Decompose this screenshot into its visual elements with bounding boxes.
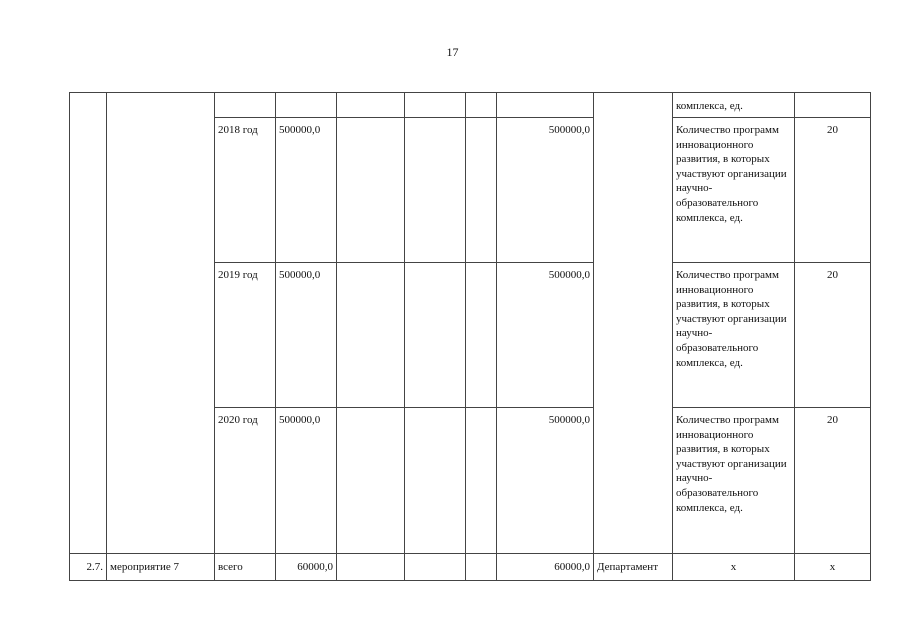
- federal-budget-cell: [337, 93, 405, 118]
- local-budget-cell: [405, 118, 466, 263]
- target-value-cell: x: [795, 554, 871, 581]
- other-source-cell: [466, 118, 497, 263]
- indicator-cell: Количество программ инновационного развития, в которых участвуют организации научно-образовательного комплекса, ед.: [673, 263, 795, 408]
- period-cell: [215, 93, 276, 118]
- total-cell: 60000,0: [276, 554, 337, 581]
- regional-budget-cell: 500000,0: [497, 408, 594, 554]
- local-budget-cell: [405, 263, 466, 408]
- total-cell: 500000,0: [276, 408, 337, 554]
- period-cell: 2019 год: [215, 263, 276, 408]
- other-source-cell: [466, 554, 497, 581]
- indicator-cell: x: [673, 554, 795, 581]
- federal-budget-cell: [337, 554, 405, 581]
- federal-budget-cell: [337, 263, 405, 408]
- total-cell: [276, 93, 337, 118]
- regional-budget-cell: 500000,0: [497, 263, 594, 408]
- table-row: [70, 554, 871, 581]
- local-budget-cell: [405, 408, 466, 554]
- table-row: [70, 93, 871, 118]
- local-budget-cell: [405, 93, 466, 118]
- regional-budget-cell: [497, 93, 594, 118]
- other-source-cell: [466, 263, 497, 408]
- period-cell: всего: [215, 554, 276, 581]
- activity-name-cell-continued: [107, 93, 215, 554]
- executor-cell: Департамент: [594, 554, 673, 581]
- target-value-cell: 20: [795, 263, 871, 408]
- number-cell: 2.7.: [70, 554, 107, 581]
- federal-budget-cell: [337, 408, 405, 554]
- federal-budget-cell: [337, 118, 405, 263]
- regional-budget-cell: 500000,0: [497, 118, 594, 263]
- total-cell: 500000,0: [276, 263, 337, 408]
- number-cell-continued: [70, 93, 107, 554]
- target-value-cell: [795, 93, 871, 118]
- page-number: 17: [446, 45, 459, 59]
- local-budget-cell: [405, 554, 466, 581]
- program-activities-table: [69, 92, 871, 581]
- target-value-cell: 20: [795, 118, 871, 263]
- other-source-cell: [466, 408, 497, 554]
- indicator-cell: Количество программ инновационного развития, в которых участвуют организации научно-образовательного комплекса, ед.: [673, 118, 795, 263]
- executor-cell-continued: [594, 93, 673, 554]
- period-cell: 2020 год: [215, 408, 276, 554]
- indicator-cell: комплекса, ед.: [673, 93, 795, 118]
- activity-name-cell: мероприятие 7: [107, 554, 215, 581]
- other-source-cell: [466, 93, 497, 118]
- regional-budget-cell: 60000,0: [497, 554, 594, 581]
- target-value-cell: 20: [795, 408, 871, 554]
- period-cell: 2018 год: [215, 118, 276, 263]
- indicator-cell: Количество программ инновационного развития, в которых участвуют организации научно-образовательного комплекса, ед.: [673, 408, 795, 554]
- total-cell: 500000,0: [276, 118, 337, 263]
